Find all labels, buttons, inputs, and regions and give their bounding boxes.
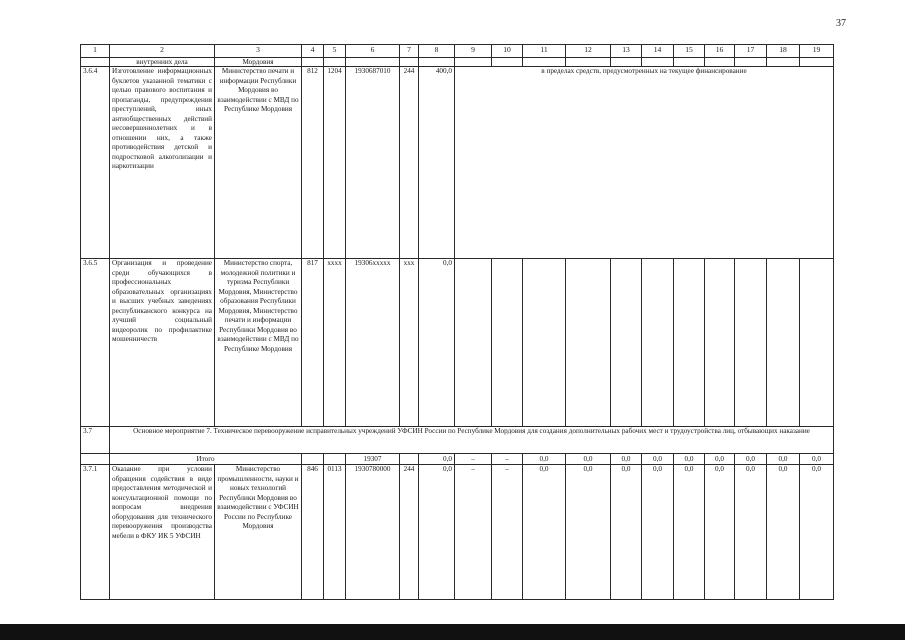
main-measure-heading: Основное мероприятие 7. Техническое перевооружение исправительных учреждений УФСИН России по Республике Мордовия для создания дополнительных рабочих мест и трудоустройства лиц, отбывающих наказание — [110, 427, 834, 454]
rzpr-code: хххх — [324, 259, 346, 427]
year-value: 0,0 — [800, 465, 834, 600]
year-value: 0,0 — [642, 465, 674, 600]
year-value: 0,0 — [674, 454, 705, 465]
column-number: 1 — [81, 45, 110, 58]
column-number: 11 — [523, 45, 566, 58]
column-number-header-row — [81, 45, 834, 58]
year-value: – — [492, 454, 523, 465]
funding-note: в пределах средств, предусмотренных на текущее финансирование — [455, 67, 834, 259]
grbs-code: 817 — [302, 259, 324, 427]
year-value: 0,0 — [611, 465, 642, 600]
column-number: 9 — [455, 45, 492, 58]
funding-amount: 0,0 — [419, 465, 455, 600]
year-value: 0,0 — [642, 454, 674, 465]
column-number: 17 — [735, 45, 767, 58]
scan-edge-band — [0, 624, 905, 640]
vr-code: 244 — [400, 67, 419, 259]
program-measures-table — [80, 44, 834, 600]
column-number: 13 — [611, 45, 642, 58]
year-value: – — [455, 465, 492, 600]
measure-executor: Министерство промышленности, науки и новых технологий Республики Мордовия во взаимодействии с УФСИН России по Республике Мордовия — [215, 465, 302, 600]
measure-title: Изготовление информационных буклетов указанной тематики с целью правового воспитания и пропаганды, предупреждения преступлений, иных антиобщественных действий несовершеннолетних и в отношении них, а также противодействия детской и подростковой алкоголизации и наркотизации — [110, 67, 215, 259]
measure-title: Оказание при условии обращения содействия в виде предоставления методической и консультационной помощи по вопросам внедрения оборудования для технического перевооружения производства мебели в ФКУ ИК 5 УФСИН — [110, 465, 215, 600]
vr-code: 244 — [400, 465, 419, 600]
year-value: 0,0 — [735, 465, 767, 600]
year-value: 0,0 — [674, 465, 705, 600]
vr-code: ххх — [400, 259, 419, 427]
continuation-text: Мордовия — [215, 58, 302, 67]
year-value: – — [455, 454, 492, 465]
continuation-text: внутренних дела — [110, 58, 215, 67]
year-value: 0,0 — [611, 454, 642, 465]
column-number: 18 — [767, 45, 800, 58]
table-row — [81, 58, 834, 67]
table-row — [81, 259, 834, 427]
column-number: 10 — [492, 45, 523, 58]
column-number: 2 — [110, 45, 215, 58]
measure-number: 3.6.4 — [81, 67, 110, 259]
funding-amount: 0,0 — [419, 454, 455, 465]
column-number: 5 — [324, 45, 346, 58]
grbs-code: 846 — [302, 465, 324, 600]
year-value: 0,0 — [566, 454, 611, 465]
table-row — [81, 67, 834, 259]
table-row — [81, 465, 834, 600]
column-number: 14 — [642, 45, 674, 58]
csr-code: 19307 — [346, 454, 400, 465]
rzpr-code: 1204 — [324, 67, 346, 259]
measure-title: Организация и проведение среди обучающихся в профессиональных образовательных организациях и высших учебных заведениях республиканского конкурса на лучший социальный видеоролик по профилактике мошенничеств — [110, 259, 215, 427]
measure-executor: Министерство спорта, молодежной политики и туризма Республики Мордовия, Министерство образования Республики Мордовия, Министерство печати и информации Республики Мордовия во взаимодействии с МВД по Республике Мордовия — [215, 259, 302, 427]
csr-code: 1930780000 — [346, 465, 400, 600]
column-number: 4 — [302, 45, 324, 58]
column-number: 3 — [215, 45, 302, 58]
year-value: 0,0 — [767, 454, 800, 465]
funding-amount: 0,0 — [419, 259, 455, 427]
column-number: 15 — [674, 45, 705, 58]
column-number: 7 — [400, 45, 419, 58]
column-number: 12 — [566, 45, 611, 58]
year-value: 0,0 — [705, 465, 735, 600]
funding-amount: 400,0 — [419, 67, 455, 259]
year-value: 0,0 — [767, 465, 800, 600]
grbs-code: 812 — [302, 67, 324, 259]
page-number: 37 — [836, 18, 846, 29]
csr-code: 1930687010 — [346, 67, 400, 259]
table-row — [81, 427, 834, 454]
measure-executor: Министерство печати и информации Республики Мордовия во взаимодействии с МВД по Республике Мордовия — [215, 67, 302, 259]
csr-code: 19306ххххх — [346, 259, 400, 427]
year-value: 0,0 — [705, 454, 735, 465]
column-number: 19 — [800, 45, 834, 58]
column-number: 8 — [419, 45, 455, 58]
year-value: 0,0 — [566, 465, 611, 600]
column-number: 6 — [346, 45, 400, 58]
measure-number: 3.6.5 — [81, 259, 110, 427]
measure-number: 3.7 — [81, 427, 110, 454]
measure-number: 3.7.1 — [81, 465, 110, 600]
year-value: 0,0 — [735, 454, 767, 465]
year-value: 0,0 — [523, 465, 566, 600]
total-label: Итого — [110, 454, 302, 465]
year-value: – — [492, 465, 523, 600]
year-value: 0,0 — [800, 454, 834, 465]
column-number: 16 — [705, 45, 735, 58]
table-row — [81, 454, 834, 465]
year-value: 0,0 — [523, 454, 566, 465]
rzpr-code: 0113 — [324, 465, 346, 600]
